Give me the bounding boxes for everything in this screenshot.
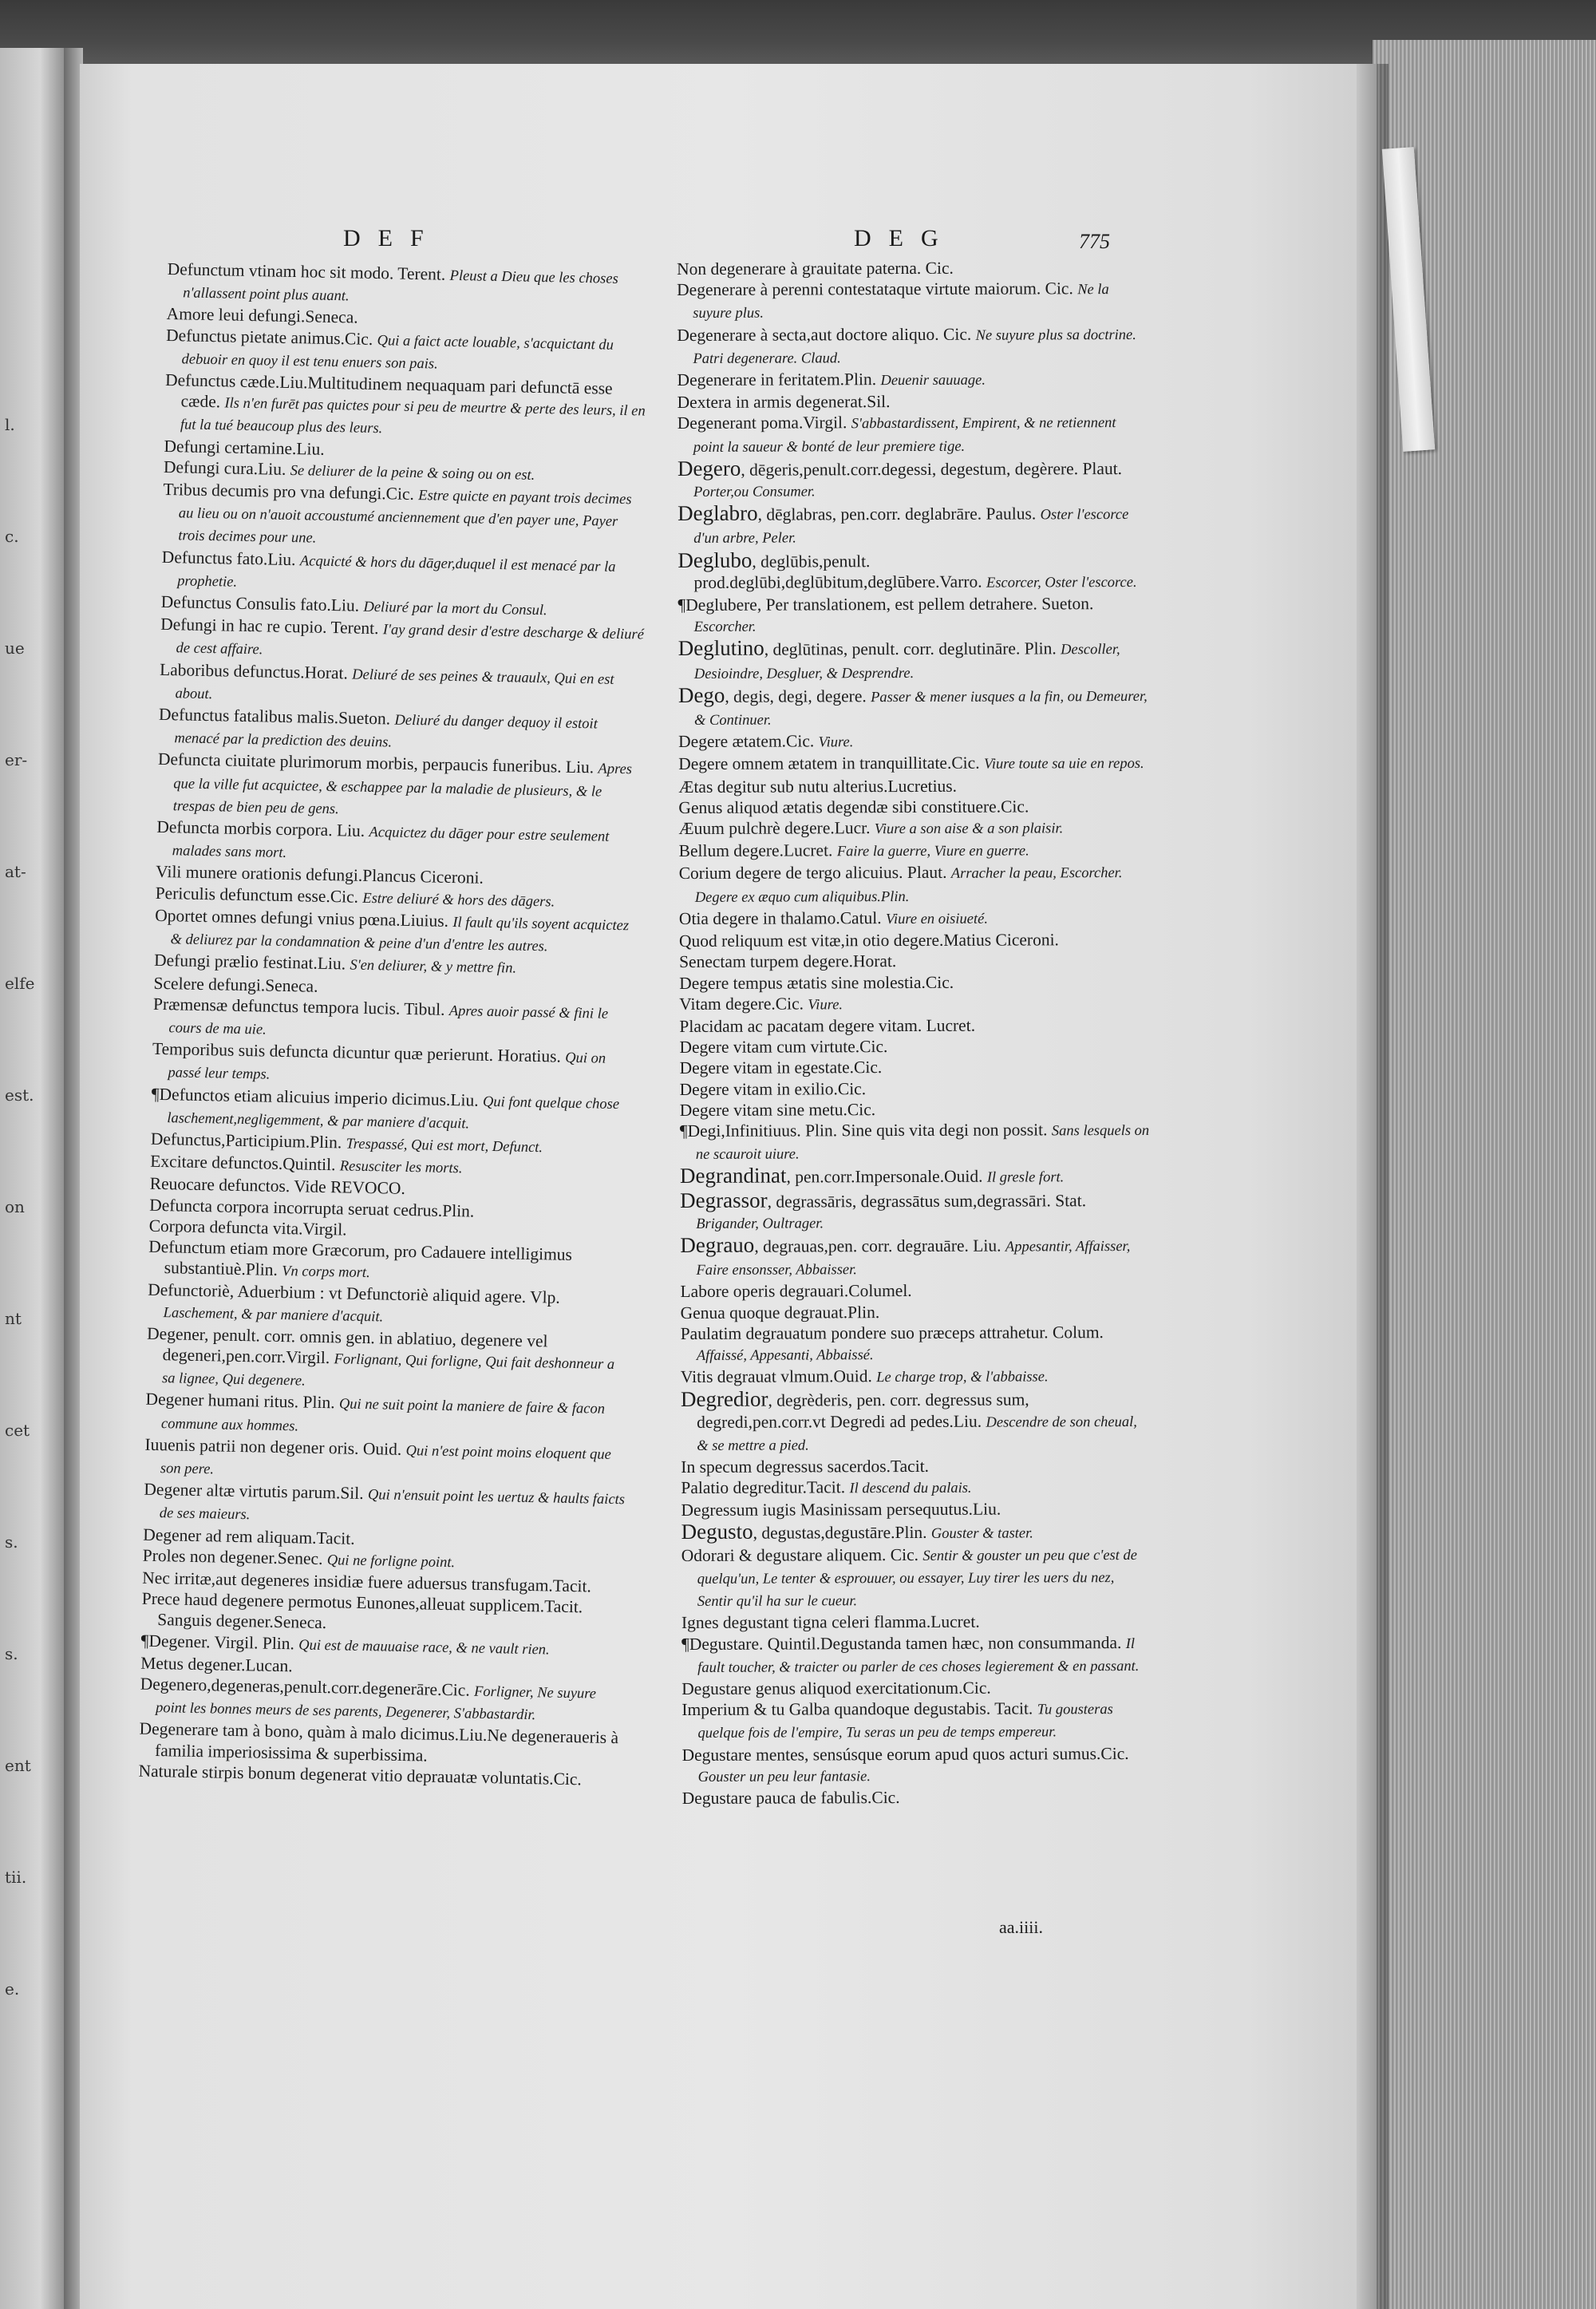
french-gloss: Acquicté & hors du dāger,duquel il est menacé par la prophetie. <box>177 552 616 591</box>
dictionary-entry <box>678 752 1149 776</box>
dictionary-entry <box>681 1698 1152 1744</box>
dictionary-entry <box>679 992 1150 1016</box>
french-gloss: I'ay grand desir d'estre descharge & deliuré de cest affaire. <box>176 622 645 658</box>
dictionary-entry <box>680 1164 1151 1189</box>
french-gloss: Il descend du palais. <box>849 1480 972 1497</box>
latin-text: Degenero,degeneras,penult.corr.degenerāre.Cic. <box>140 1674 470 1700</box>
left-page-fragment: c. <box>5 527 19 546</box>
french-gloss: Descoller, Desioindre, Desgluer, & Desprendre. <box>693 642 1120 682</box>
dictionary-entry <box>679 971 1150 993</box>
french-gloss: Apres que la ville fut acquictee, & eschappee par la maladie de plusieurs, & le trespas de bien peu de gens. <box>172 761 633 818</box>
signature-mark: aa.iiii. <box>999 1917 1043 1937</box>
french-gloss: Sans lesquels on ne scauroit uiure. <box>695 1122 1150 1164</box>
latin-text: Defuncta morbis corpora. Liu. <box>156 816 365 840</box>
latin-text: , degis, degi, degere. <box>725 686 867 706</box>
running-head-right: DEG <box>854 225 956 251</box>
french-gloss: Porter,ou Consumer. <box>693 484 816 500</box>
dictionary-entry <box>681 1498 1152 1520</box>
left-page-fragment: at- <box>5 862 26 881</box>
french-gloss: Trespassé, Qui est mort, Defunct. <box>346 1136 543 1156</box>
left-page-fragment: tii. <box>5 1868 27 1887</box>
french-gloss: Estre quicte en payant trois decimes au lieu ou on n'auoit accoustumé anciennement que d'en payer une, Payer trois decimes pour une. <box>178 488 632 548</box>
french-gloss: Il fault toucher, & traicter ou parler de ces choses legierement & en passant. <box>697 1635 1140 1676</box>
headword: Degrauo <box>680 1232 755 1257</box>
latin-text: , dēgeris,penult.corr.degessi, degestum, degèrere. Plaut. <box>741 458 1123 480</box>
dictionary-entry <box>678 683 1149 731</box>
latin-text: Degenerant poma.Virgil. <box>677 413 847 433</box>
left-column <box>138 259 651 1790</box>
french-gloss: Qui n'ensuit point les uertuz & haults faicts de ses maieurs. <box>159 1487 626 1524</box>
french-gloss: Estre deliuré & hors des dāgers. <box>362 890 555 911</box>
headword: Degredior <box>680 1386 768 1412</box>
french-gloss: Descendre de son cheual, & se mettre a pied. <box>697 1413 1137 1454</box>
french-gloss: Escorcher. <box>693 619 757 636</box>
latin-text: Defungi certamine.Liu. <box>164 436 325 459</box>
left-page-fragment: ue <box>5 639 25 658</box>
latin-text: , degrassāris, degrassātus sum,degrassāri. Stat. <box>767 1190 1087 1212</box>
latin-text: Scelere defungi.Seneca. <box>153 973 318 996</box>
latin-text: Oportet omnes defungi vnius pœna.Liuius. <box>154 905 449 931</box>
latin-text: Vitam degere.Cic. <box>679 994 804 1014</box>
latin-text: In specum degressus sacerdos.Tacit. <box>681 1456 930 1477</box>
latin-text: Degere omnem ætatem in tranquillitate.Cic. <box>678 753 980 774</box>
left-page-fragment: s. <box>5 1644 18 1663</box>
latin-text: Ignes degustant tigna celeri flamma.Lucret. <box>681 1612 980 1633</box>
latin-text: Dextera in armis degenerat.Sil. <box>677 392 891 413</box>
latin-text: Degustare mentes, sensúsque eorum apud quos acturi sumus.Cic. <box>681 1743 1129 1765</box>
latin-text: Degere tempus ætatis sine molestia.Cic. <box>679 972 954 993</box>
dictionary-entry <box>678 729 1149 753</box>
latin-text: Ætas degitur sub nutu alterius.Lucretius. <box>678 776 958 797</box>
latin-text: Defuncta corpora incorrupta seruat cedrus.Plin. <box>149 1195 475 1221</box>
headword: Deglutino <box>678 636 764 661</box>
latin-text: Defunctus pietate animus.Cic. <box>165 325 373 349</box>
latin-text: Vili munere orationis defungi.Plancus Ciceroni. <box>156 862 484 888</box>
dictionary-entry <box>678 593 1148 638</box>
latin-text: Degere vitam cum virtute.Cic. <box>679 1037 888 1058</box>
latin-text: Prece haud degenere permotus Eunones,alleuat supplicem.Tacit. Sanguis degener.Seneca. <box>141 1588 583 1633</box>
french-gloss: Viure. <box>818 734 854 751</box>
left-page-fragment: ent <box>5 1756 31 1775</box>
latin-text: Defungi in hac re cupio. Terent. <box>160 615 379 639</box>
latin-text: , degrauas,pen. corr. degrauāre. Liu. <box>754 1236 1001 1256</box>
french-gloss: Viure a son aise & a son plaisir. <box>874 820 1064 838</box>
french-gloss: Deliuré de ses peines & trauaulx, Qui en est about. <box>175 666 614 703</box>
dictionary-entry <box>681 1322 1152 1366</box>
dictionary-entry <box>678 411 1148 457</box>
french-gloss: Sentir & gouster un peu que c'est de quelqu'un, Le tenter & esprouuer, ou essayer, Luy tirer les uers du nez, Sentir qu'il ha sur le cueur. <box>697 1547 1137 1611</box>
latin-text: Degressum iugis Masinissam persequutus.Liu. <box>681 1499 1001 1520</box>
latin-text: Degenerare tam à bono, quàm à malo dicimus.Liu.Ne degeneraueris à familia imperiosissima & superbissima. <box>139 1719 619 1765</box>
french-gloss: Passer & mener iusques a la fin, ou Demeurer, & Continuer. <box>693 688 1148 729</box>
dictionary-entry <box>680 1233 1151 1281</box>
dictionary-entry <box>682 1786 1153 1809</box>
latin-text: ¶Defunctos etiam alicuius imperio dicimus.Liu. <box>151 1084 479 1110</box>
dictionary-entry <box>679 1056 1150 1078</box>
latin-text: Degere vitam sine metu.Cic. <box>679 1099 876 1120</box>
latin-text: Præmensæ defunctus tempora lucis. Tibul. <box>152 994 445 1019</box>
french-gloss: Ne la suyure plus. <box>693 282 1109 322</box>
latin-text: Defungi cura.Liu. <box>163 457 286 479</box>
latin-text: Degener humani ritus. Plin. <box>145 1390 335 1413</box>
dictionary-entry <box>681 1611 1152 1633</box>
latin-text: Amore leui defungi.Seneca. <box>166 304 358 327</box>
french-gloss: Gouster & taster. <box>930 1525 1033 1542</box>
dictionary-entry <box>677 323 1148 370</box>
latin-text: Genua quoque degrauat.Plin. <box>680 1302 880 1323</box>
headword: Deglubo <box>678 548 753 572</box>
latin-text: Defunctum etiam more Græcorum, pro Cadauere intelligimus substantiuè.Plin. <box>148 1236 573 1280</box>
latin-text: Defuncta ciuitate plurimorum morbis, perpaucis funeribus. Liu. <box>157 749 595 777</box>
latin-text: , pen.corr.Impersonale.Ouid. <box>786 1166 983 1187</box>
dictionary-entry <box>146 1323 630 1398</box>
french-gloss: Qui ne forligne point. <box>326 1552 456 1571</box>
french-gloss: Apres auoir passé & fini le cours de ma uie. <box>168 1002 609 1038</box>
left-page-fragment: on <box>5 1197 25 1216</box>
french-gloss: Qui a faict acte louable, s'acquictant du debuoir en quoy il est tenu enuers son pais. <box>181 332 614 373</box>
latin-text: Periculis defunctum esse.Cic. <box>155 883 359 907</box>
dictionary-entry <box>681 1387 1152 1457</box>
latin-text: , degustas,degustāre.Plin. <box>753 1522 927 1543</box>
latin-text: Bellum degere.Lucret. <box>678 840 833 861</box>
french-gloss: Se deliurer de la peine & soing ou on est. <box>290 462 535 484</box>
french-gloss: Forlignant, Qui forligne, Qui fait deshonneur a sa lignee, Qui degenere. <box>161 1351 615 1390</box>
dictionary-entry <box>678 457 1148 503</box>
latin-text: ¶Degustare. Quintil.Degustanda tamen hæc, non consummanda. <box>681 1632 1122 1654</box>
dictionary-entry <box>678 501 1148 549</box>
fore-edge-shadow <box>1357 64 1389 2309</box>
latin-text: Palatio degreditur.Tacit. <box>681 1477 846 1498</box>
latin-text: Degustare genus aliquod exercitationum.Cic. <box>681 1678 991 1698</box>
dictionary-entry <box>679 861 1150 907</box>
dictionary-entry <box>679 1014 1150 1037</box>
french-gloss: Ne suyure plus sa doctrine. Patri degenerare. Claud. <box>693 326 1136 367</box>
latin-text: , degrèderis, pen. corr. degressus sum, degredi,pen.corr.vt Degredi ad pedes.Liu. <box>697 1390 1029 1432</box>
french-gloss: S'abbastardissent, Empirent, & ne retiennent point la saueur & bonté de leur premiere tige. <box>693 415 1116 456</box>
left-page-fragment: s. <box>5 1532 18 1552</box>
dictionary-entry <box>681 1520 1152 1545</box>
left-page-fragment: cet <box>5 1421 30 1440</box>
french-gloss: Viure en oisiueté. <box>885 911 988 927</box>
dictionary-entry <box>678 775 1149 797</box>
dictionary-entry <box>681 1544 1152 1613</box>
french-gloss: Acquictez du dāger pour estre seulement malades sans mort. <box>172 824 610 862</box>
dictionary-entry <box>677 278 1148 324</box>
dictionary-entry <box>678 390 1148 413</box>
left-page-fragment: er- <box>5 750 28 769</box>
french-gloss: Oster l'escorce d'un arbre, Peler. <box>693 507 1129 548</box>
dictionary-entry <box>679 907 1150 931</box>
french-gloss: Appesantir, Affaisser, Faire ensonsser, Abbaisser. <box>696 1238 1131 1279</box>
dictionary-entry <box>680 1077 1151 1099</box>
latin-text: Defungi prælio festinat.Liu. <box>153 951 346 974</box>
french-gloss: Deliuré par la mort du Consul. <box>363 599 547 619</box>
french-gloss: Le charge trop, & l'abbaisse. <box>876 1369 1049 1386</box>
french-gloss: Tu gousteras quelque fois de l'empire, Tu seras un peu de temps empereur. <box>697 1702 1113 1742</box>
french-gloss: Viure. <box>808 996 843 1014</box>
latin-text: Degener, penult. corr. omnis gen. in ablatiuo, degenere vel degeneri,pen.corr.Virgil. <box>146 1323 548 1368</box>
french-gloss: Faire la guerre, Viure en guerre. <box>836 843 1029 860</box>
french-gloss: Vn corps mort. <box>282 1263 370 1282</box>
latin-text: Nec irritæ,aut degeneres insidiæ fuere aduersus transfugam.Tacit. <box>142 1568 592 1596</box>
latin-text: Imperium & tu Galba quandoque degustabis. Tacit. <box>681 1698 1033 1720</box>
dictionary-entry <box>680 1188 1151 1234</box>
french-gloss: Ils n'en furēt pas quictes pour si peu de meurtre & perte des leurs, il en fut la tué beaucoup plus des leurs. <box>180 395 646 437</box>
french-gloss: Arracher la peau, Escorcher. Degere ex æquo cum aliquibus.Plin. <box>694 865 1123 906</box>
dictionary-entry <box>681 1365 1152 1389</box>
left-page-fragment: est. <box>5 1085 34 1105</box>
latin-text: Degustare pauca de fabulis.Cic. <box>681 1788 900 1809</box>
headword: Degrassor <box>680 1188 768 1212</box>
right-column <box>677 257 1153 1809</box>
dictionary-entry <box>162 479 647 556</box>
latin-text: Degenerare in feritatem.Plin. <box>677 370 877 390</box>
dictionary-entry <box>681 1300 1152 1323</box>
french-gloss: Viure toute sa uie en repos. <box>983 756 1144 773</box>
latin-text: Reuocare defunctos. Vide REVOCO. <box>149 1174 406 1199</box>
french-gloss: Il fault qu'ils soyent acquictez & deliurez par la condamnation & peine d'un d'entre les autres. <box>170 914 630 955</box>
dictionary-entry <box>678 548 1148 595</box>
page-number: 775 <box>1079 230 1110 253</box>
dictionary-entry <box>679 1035 1150 1058</box>
french-gloss: Qui ne suit point la maniere de faire & facon commune aux hommes. <box>160 1396 606 1434</box>
french-gloss: Escorcer, Oster l'escorce. <box>986 574 1137 591</box>
french-gloss: Deuenir sauuage. <box>880 372 986 389</box>
french-gloss: Qui font quelque chose laschement,negligemment, & par maniere d'acquit. <box>167 1093 620 1133</box>
dictionary-entry <box>679 839 1150 863</box>
french-gloss: Gouster un peu leur fantasie. <box>697 1768 871 1785</box>
latin-text: Laboribus defunctus.Horat. <box>159 659 349 683</box>
headword: Degusto <box>681 1519 753 1544</box>
dictionary-entry <box>681 1743 1152 1788</box>
latin-text: Temporibus suis defuncta dicuntur quæ perierunt. Horatius. <box>152 1038 562 1066</box>
top-shadow <box>0 0 1596 72</box>
latin-text: , dēglabras, pen.corr. deglabrāre. Paulus. <box>757 504 1037 524</box>
dictionary-entry <box>678 796 1149 818</box>
left-page-fragment: elfe <box>5 974 35 993</box>
headword: Degrandinat <box>679 1163 787 1188</box>
latin-text: Labore operis degrauari.Columel. <box>680 1281 912 1302</box>
french-gloss: Resusciter les morts. <box>339 1158 463 1177</box>
latin-text: , deglūbis,penult. prod.deglūbi,deglūbitum,deglūbere.Varro. <box>693 551 982 592</box>
latin-text: Quod reliquum est vitæ,in otio degere.Matius Ciceroni. <box>678 930 1059 951</box>
latin-text: Paulatim degrauatum pondere suo præceps attrahetur. Colum. <box>680 1322 1104 1343</box>
latin-text: Corium degere de tergo alicuius. Plaut. <box>678 863 947 884</box>
latin-text: Degere vitam in exilio.Cic. <box>679 1078 867 1099</box>
latin-text: Defunctoriè, Aduerbium : vt Defunctoriè aliquid agere. Vlp. <box>147 1280 560 1308</box>
dictionary-entry <box>678 636 1149 684</box>
running-head-left: DEF <box>343 225 441 251</box>
latin-text: Æuum pulchrè degere.Lucr. <box>678 818 871 839</box>
headword: Deglabro <box>678 500 758 526</box>
left-page-fragment: l. <box>5 415 15 434</box>
french-gloss: Qui est de mauuaise race, & ne vault rien. <box>298 1637 550 1659</box>
left-page-fragment: e. <box>5 1979 20 1999</box>
dictionary-entry <box>679 950 1150 972</box>
latin-text: Vitis degrauat vlmum.Ouid. <box>680 1366 872 1387</box>
latin-text: ¶Degi,Infinitiuus. Plin. Sine quis vita degi non possit. <box>679 1120 1048 1141</box>
latin-text: Defunctum vtinam hoc sit modo. Terent. <box>167 259 446 284</box>
latin-text: Degenerare à secta,aut doctore aliquo. Cic. <box>677 324 972 345</box>
dictionary-entry <box>680 1119 1151 1165</box>
latin-text: Otia degere in thalamo.Catul. <box>678 907 882 928</box>
latin-text: Proles non degener.Senec. <box>142 1545 323 1568</box>
latin-text: Defunctus fatalibus malis.Sueton. <box>158 704 391 729</box>
french-gloss: Il gresle fort. <box>986 1169 1065 1186</box>
headword: Dego <box>678 682 725 707</box>
latin-text: Odorari & degustare aliquem. Cic. <box>681 1544 919 1565</box>
dictionary-entry <box>681 1476 1152 1500</box>
latin-text: Non degenerare à grauitate paterna. Cic. <box>677 258 954 279</box>
dictionary-entry <box>678 816 1149 840</box>
left-page-edge <box>0 48 67 2309</box>
french-gloss: S'en deliurer, & y mettre fin. <box>350 957 517 977</box>
dictionary-entry <box>157 749 642 825</box>
latin-text: Defunctus cæde.Liu.Multitudinem nequaquam pari defunctā esse cæde. <box>164 370 613 412</box>
latin-text: Defunctus Consulis fato.Liu. <box>160 591 360 615</box>
left-page-fragment: nt <box>5 1309 22 1328</box>
latin-text: Degener altæ virtutis parum.Sil. <box>144 1479 364 1504</box>
french-gloss: Affaissé, Appesanti, Abbaissé. <box>696 1347 874 1364</box>
latin-text: Senectam turpem degere.Horat. <box>679 951 897 972</box>
latin-text: Defunctus,Participium.Plin. <box>150 1129 342 1153</box>
dictionary-entry <box>164 370 649 445</box>
latin-text: Degere vitam in egestate.Cic. <box>679 1058 883 1078</box>
dictionary-entry <box>680 1098 1151 1121</box>
latin-text: , deglūtinas, penult. corr. deglutināre. Plin. <box>764 639 1057 660</box>
french-gloss: Deliuré du danger dequoy il estoit menacé par la prediction des deuins. <box>174 712 598 751</box>
latin-text: Genus aliquod ætatis degendæ sibi constituere.Cic. <box>678 797 1029 817</box>
french-gloss: Forligner, Ne suyure point les bonnes meurs de ses parents, Degenerer, S'abbastardir. <box>155 1683 597 1724</box>
dictionary-entry <box>677 368 1148 392</box>
french-gloss: Brigander, Oultrager. <box>696 1216 824 1232</box>
latin-text: Corpora defuncta vita.Virgil. <box>148 1216 347 1240</box>
latin-text: Placidam ac pacatam degere vitam. Lucret. <box>679 1015 976 1036</box>
french-gloss: Pleust a Dieu que les choses n'allassent point plus auant. <box>182 267 618 305</box>
latin-text: Tribus decumis pro vna defungi.Cic. <box>163 479 415 504</box>
latin-text: ¶Deglubere, Per translationem, est pellem detrahere. Sueton. <box>678 594 1094 615</box>
dictionary-entry <box>677 257 1148 279</box>
latin-text: Degener ad rem aliquam.Tacit. <box>143 1524 355 1548</box>
dictionary-entry <box>680 1279 1151 1302</box>
latin-text: Defunctus fato.Liu. <box>161 547 296 569</box>
latin-text: Naturale stirpis bonum degenerat vitio deprauatæ voluntatis.Cic. <box>138 1761 583 1789</box>
french-gloss: Qui on passé leur temps. <box>168 1050 606 1083</box>
dictionary-entry <box>681 1632 1152 1678</box>
latin-text: ¶Degener. Virgil. Plin. <box>140 1631 295 1653</box>
latin-text: Metus degener.Lucan. <box>140 1653 293 1676</box>
dictionary-entry <box>681 1455 1152 1477</box>
latin-text: Excitare defunctos.Quintil. <box>150 1151 336 1175</box>
latin-text: Iuuenis patrii non degener oris. Ouid. <box>144 1434 402 1459</box>
dictionary-entry <box>679 929 1150 951</box>
latin-text: Degere ætatem.Cic. <box>678 731 815 752</box>
french-gloss: Qui n'est point moins eloquent que son pere. <box>160 1442 612 1478</box>
french-gloss: Laschement, & par maniere d'acquit. <box>163 1304 384 1325</box>
latin-text: Degenerare à perenni contestataque virtute maiorum. Cic. <box>677 279 1073 300</box>
dictionary-entry <box>681 1677 1152 1699</box>
headword: Degero <box>677 456 741 480</box>
